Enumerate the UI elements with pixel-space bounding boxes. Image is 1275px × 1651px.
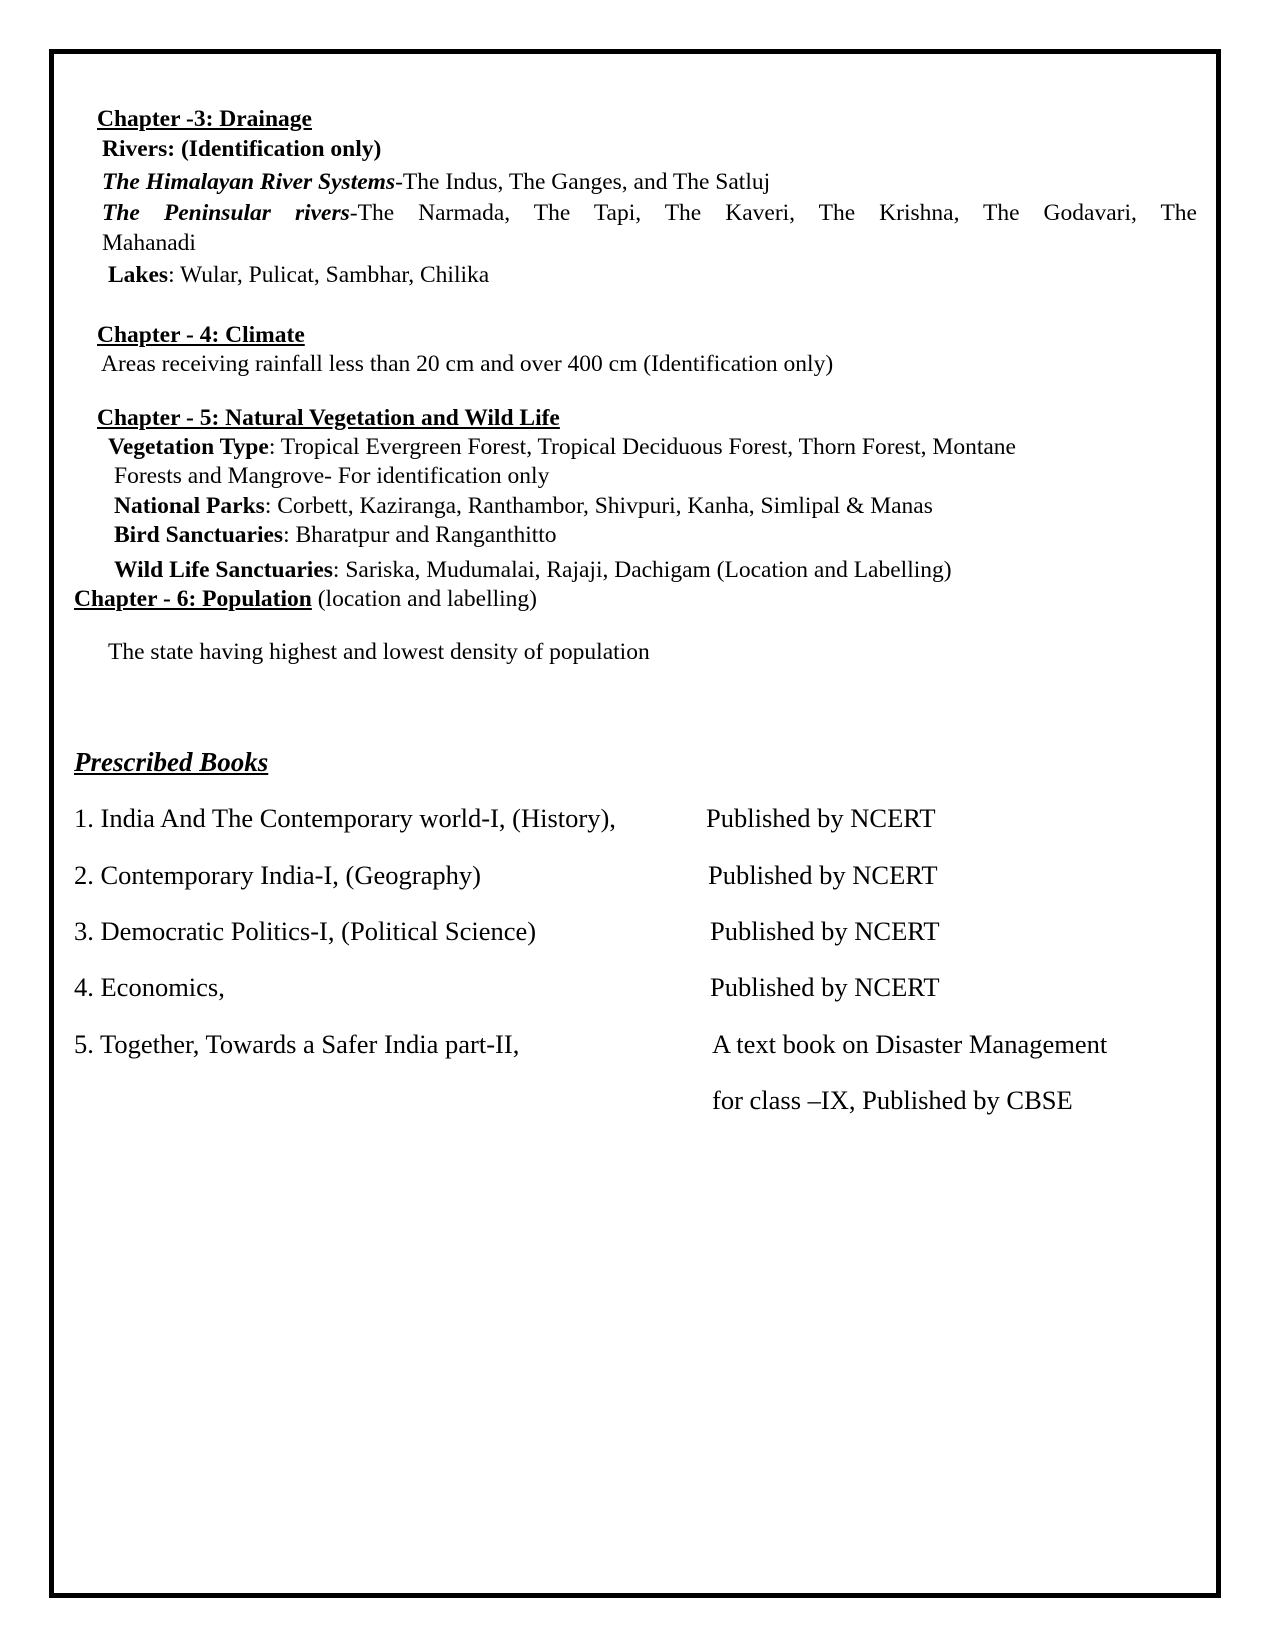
- lakes-line: [108, 261, 489, 289]
- chapter-3-heading: Chapter -3: Drainage: [97, 106, 312, 132]
- wildlife-sanctuaries-label: Wild Life Sanctuaries: [114, 557, 333, 583]
- bird-sanctuaries-line: [114, 521, 557, 549]
- book-publisher: Published by NCERT: [708, 860, 938, 890]
- peninsular-label: The Peninsular rivers: [102, 200, 350, 226]
- bird-sanctuaries-text: : Bharatpur and Ranganthitto: [283, 522, 557, 548]
- prescribed-books-heading: Prescribed Books: [74, 747, 269, 777]
- lakes-label: Lakes: [108, 262, 169, 288]
- book-publisher: Published by NCERT: [706, 803, 936, 833]
- bird-sanctuaries-label: Bird Sanctuaries: [114, 522, 284, 548]
- book-title: 4. Economics,: [74, 972, 225, 1002]
- book-title: 2. Contemporary India-I, (Geography): [74, 860, 481, 890]
- himalayan-label: The Himalayan River Systems: [102, 169, 396, 195]
- national-parks-line: [114, 492, 933, 520]
- chapter-6-heading: Chapter - 6: Population: [74, 586, 312, 612]
- chapter-4-heading: Chapter - 4: Climate: [97, 322, 305, 348]
- himalayan-rivers-line: [102, 168, 770, 196]
- national-parks-text: : Corbett, Kaziranga, Ranthambor, Shivpuri, Kanha, Simlipal & Manas: [264, 493, 933, 519]
- book-publisher: Published by NCERT: [710, 916, 940, 946]
- chapter-6-suffix: (location and labelling): [311, 586, 537, 612]
- population-text: The state having highest and lowest density of population: [108, 639, 650, 665]
- chapter-5-heading: Chapter - 5: Natural Vegetation and Wild Life: [97, 405, 560, 431]
- book-title: 5. Together, Towards a Safer India part-II,: [74, 1029, 520, 1059]
- book-title: 3. Democratic Politics-I, (Political Science): [74, 916, 537, 946]
- wildlife-sanctuaries-line: [114, 556, 952, 584]
- himalayan-text: -The Indus, The Ganges, and The Satluj: [395, 169, 771, 195]
- vegetation-label: Vegetation Type: [108, 434, 269, 460]
- peninsular-rivers-cont: Mahanadi: [102, 230, 196, 256]
- peninsular-text: -The Narmada, The Tapi, The Kaveri, The Krishna, The Godavari, The: [349, 200, 1197, 226]
- climate-text: Areas receiving rainfall less than 20 cm and over 400 cm (Identification only): [101, 351, 834, 377]
- vegetation-text: : Tropical Evergreen Forest, Tropical Deciduous Forest, Thorn Forest, Montane: [268, 434, 1016, 460]
- rivers-label: Rivers: (Identification only): [102, 136, 382, 162]
- chapter-6-line: [74, 585, 537, 613]
- book-publisher: A text book on Disaster Management: [712, 1029, 1108, 1059]
- peninsular-rivers-line: [102, 199, 1197, 227]
- book-publisher-cont: for class –IX, Published by CBSE: [712, 1085, 1073, 1115]
- book-publisher: Published by NCERT: [710, 972, 940, 1002]
- lakes-text: : Wular, Pulicat, Sambhar, Chilika: [168, 262, 490, 288]
- vegetation-line: [108, 433, 1016, 461]
- wildlife-sanctuaries-text: : Sariska, Mudumalai, Rajaji, Dachigam (Location and Labelling): [332, 557, 952, 583]
- book-title: 1. India And The Contemporary world-I, (History),: [74, 803, 616, 833]
- vegetation-cont: Forests and Mangrove- For identification only: [114, 463, 550, 489]
- national-parks-label: National Parks: [114, 493, 265, 519]
